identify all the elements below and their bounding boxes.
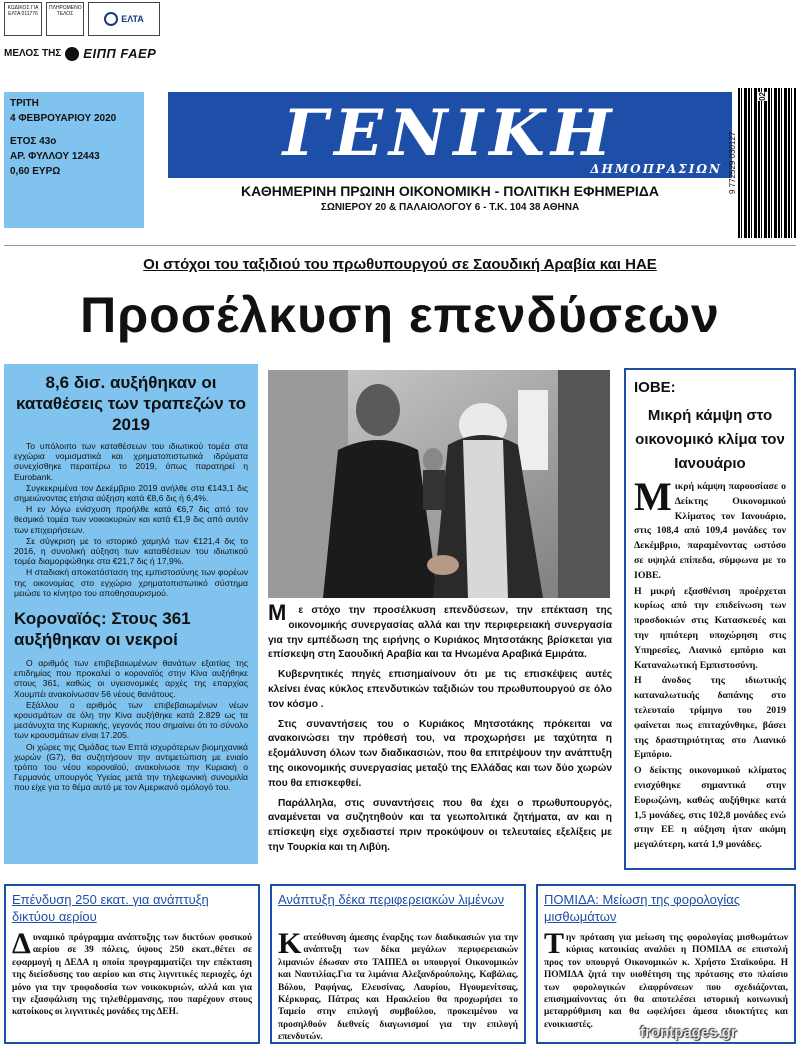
membership-line <box>4 46 156 61</box>
coronavirus-paragraph: Εξάλλου ο αριθμός των επιβεβαιωμένων νέων κρουσμάτων σε όλη την Κίνα αυξήθηκε κατά 2.829 ως τα μεσάνυχτα της Κυριακής, γεγονός που σημαίνει ότι το σύνολο των κρουσμάτων είναι 17.205. <box>14 699 248 741</box>
divider <box>4 245 796 246</box>
lead-paragraph: Παράλληλα, στις συναντήσεις που θα έχει ο πρωθυπουργός, αναμένεται να συζητηθούν και τα γεωπολιτικά ζητήματα, αν και η επίσκεψη είχε σχεδιαστεί πριν προκύψουν οι τελευταίες εξελίξεις με την Τουρκία και τη Λιβύη. <box>268 797 612 853</box>
bottom-story-dropcap: Δ <box>12 927 31 960</box>
postal-stamps <box>4 2 160 38</box>
elta-stamp <box>88 2 160 36</box>
lead-photo <box>268 370 610 598</box>
newspaper-subtitle: ΔΗΜΟΠΡΑΣΙΩΝ <box>590 162 722 176</box>
deposits-paragraph: Το υπόλοιπο των καταθέσεων του ιδιωτικού τομέα στα εγχώρια νομισματικά και χρηματοπιστωτικά ιδρύματα συνεχίσθηκε περαιτέρω το 2019, όπως παρατηρεί η Eurobank. <box>14 441 248 482</box>
iobe-paragraph: Ο δείκτης οικονομικού κλίματος ενισχύθηκε σημαντικά στην Ευρωζώνη, καθώς αυξήθηκε κατά 1,5 μονάδες, στις 102,8 μονάδες ενώ στην ΕΕ η αύξηση ήταν ακόμη μεγαλύτερη, κατά 1,9 μονάδες. <box>634 765 786 851</box>
deposits-paragraph: Η σταδιακή αποκατάσταση της εμπιστοσύνης των φορέων της οικονομίας στο εγχώριο χρηματοπιστωτικό σύστημα μειώσε το κίνητρο του αποθησαυρισμού. <box>14 567 248 598</box>
lead-paragraph: ε στόχο την προσέλκυση επενδύσεων, την επέκταση της οικονομικής συνεργασίας αλλά και την περιφερειακή συνεργασία για την εμπέδωση της ειρήνης ο Κυριάκος Μητσοτάκης βρίσκεται για επίσκεψη στη Σαουδική Αραβία και τα Ηνωμένα Αραβικά Εμιράτα. <box>268 605 612 661</box>
newspaper-tagline: ΚΑΘΗΜΕΡΙΝΗ ΠΡΩΙΝΗ ΟΙΚΟΝΟΜΙΚΗ - ΠΟΛΙΤΙΚΗ ΕΦΗΜΕΡΙΔΑ <box>241 183 659 199</box>
right-column <box>624 368 796 870</box>
elta-label: ΕΛΤΑ <box>121 14 144 24</box>
lead-kicker: Οι στόχοι του ταξιδιού του πρωθυπουργού σε Σαουδική Αραβία και ΗΑΕ <box>143 256 657 273</box>
lead-paragraph: Στις συναντήσεις του ο Κυριάκος Μητσοτάκης πρόκειται να ανακοινώσει την πρόθεσή του, να προχωρήσει με ταχύτητα η εξομάλυνση όλων των διαδικασιών, που θα επιτρέψουν την ανάπτυξη της οικονομικής συνεργασίας μεταξύ της Ελλάδας και των δύο χωρών που θα επισκεφθεί. <box>268 718 612 789</box>
member-label: ΜΕΛΟΣ ΤΗΣ <box>4 48 62 59</box>
bottom-story-gas-network <box>4 884 260 1044</box>
barcode-number: 9 772529 030127 <box>728 131 737 195</box>
lead-article <box>268 600 612 861</box>
issue-date: 4 ΦΕΒΡΟΥΑΡΙΟΥ 2020 <box>10 113 117 124</box>
deposits-story-title: 8,6 δισ. αυξήθηκαν οι καταθέσεις των τραπεζών το 2019 <box>16 373 246 434</box>
barcode <box>738 88 796 238</box>
bottom-story-ports <box>270 884 526 1044</box>
issue-day: ΤΡΙΤΗ <box>10 98 39 109</box>
coronavirus-paragraph: Ο αριθμός των επιβεβαιωμένων θανάτων εξαιτίας της επιδημίας που προκαλεί ο κοροναϊός στην Κίνα αυξήθηκε στους 361, καθώς οι υγειονομικές αρχές της επαρχίας Χουμπέι ανακοίνωσαν 56 νέους θανάτους. <box>14 658 248 699</box>
lead-dropcap: Μ <box>268 600 287 625</box>
faep-logo-icon <box>65 47 79 61</box>
newspaper-address: ΣΩΝΙΕΡΟΥ 20 & ΠΑΛΑΙΟΛΟΓΟΥ 6 - Τ.Κ. 104 38 ΑΘΗΝΑ <box>320 202 580 213</box>
iobe-dropcap: Μ <box>634 474 672 519</box>
deposits-paragraph: Η εν λόγω ενίσχυση προήλθε κατά €6,7 δις από τον θεσμικό τομέα των νοικοκυριών και κατά €1,9 δις από αυτόν των επιχειρήσεων. <box>14 504 248 535</box>
bottom-story-title: ΠΟΜΙΔΑ: Μείωση της φορολογίας μισθωμάτων <box>544 892 741 924</box>
bottom-story-title: Ανάπτυξη δέκα περιφερειακών λιμένων <box>278 892 505 907</box>
iobe-paragraph: Η άνοδος της ιδιωτικής καταναλωτικής δαπάνης στο τελευταίο τρίμηνο του 2019 φαίνεται πως επιταχύνθηκε, βάσει της δραστηριότητας στο Λιανικό Εμπόριο. <box>634 675 786 761</box>
bottom-story-dropcap: Τ <box>544 927 565 960</box>
iobe-body <box>634 474 786 853</box>
left-column <box>4 364 258 864</box>
lead-headline: Προσέλκυση επενδύσεων <box>80 287 720 343</box>
newspaper-title: ΓΕΝΙΚΗ <box>282 96 618 171</box>
paid-fee-stamp: ΠΛΗΡΩΜΕΝΟ ΤΕΛΟΣ <box>46 2 84 36</box>
issue-info-box <box>4 92 144 228</box>
bottom-story-pomida <box>536 884 796 1044</box>
bottom-story-text: ατεύθυνση άμεσης έναρξης των διαδικασιών για την ανάπτυξη των δέκα μεγάλων περιφερειακών λιμανιών έδωσαν στο ΤΑΙΠΕΔ οι υπουργοί Οικονομικών και Ναυτιλίας.Για τα λιμάνια Αλεξανδρούπολης, Καβάλας, Βόλου, Ραφήνας, Ελευσίνας, Λαυρίου, Ηγουμενίτσας, Κέρκυρας, Πάτρας και Ηρακλείου θα προχωρήσει το Ταμείο στην επιλογή συμβούλου, προκειμένου να προσηλθούν διεθνείς διαγωνισμοί για την επιλογή επενδυτών. <box>278 933 518 1043</box>
bottom-story-dropcap: Κ <box>278 927 302 960</box>
deposits-paragraph: Σε σύγκριση με το ιστορικό χαμηλό των €121,4 δις το 2016, η συνολική αύξηση των καταθέσεων του ιδιωτικού τομέα διαμορφώθηκε στα €21,7 δις ή 17,9%. <box>14 535 248 567</box>
issue-price: 0,60 ΕΥΡΩ <box>10 166 61 177</box>
masthead <box>168 92 732 178</box>
elta-logo-icon <box>104 12 118 26</box>
postal-code-stamp: ΚΩΔΙΚΟΣ ΓΙΑ ΕΛΤΑ 011776 <box>4 2 42 36</box>
handshake-photo-illustration <box>268 370 610 598</box>
member-org: EIΠΠ FAEP <box>83 46 157 61</box>
bottom-story-title: Επένδυση 250 εκατ. για ανάπτυξη δικτύου αερίου <box>12 892 209 924</box>
iobe-paragraph: ικρή κάμψη παρουσίασε ο Δείκτης Οικονομικού Κλίματος τον Ιανουάριο, στις 108,4 από 109,4 μονάδες τον Δεκέμβριο, παραμένοντας ωστόσο σε υψηλά επίπεδα, σύμφωνα με το ΙΟΒΕ. <box>634 481 786 581</box>
deposits-paragraph: Συγκεκριμένα τον Δεκέμβριο 2019 ανήλθε στα €143,1 δις σημειώνοντας ετήσια αύξηση κατά €8,6 δις ή 6,4%. <box>14 482 248 504</box>
issue-number: ΑΡ. ΦΥΛΛΟΥ 12443 <box>10 151 100 162</box>
barcode-issue-code: 02 <box>758 92 767 101</box>
watermark: frontpages.gr <box>640 1024 737 1041</box>
coronavirus-story-title: Κοροναϊός: Στους 361 αυξήθηκαν οι νεκροί <box>14 609 191 650</box>
lead-paragraph: Κυβερνητικές πηγές επισημαίνουν ότι με τις επισκέψεις αυτές κλείνει ένας κύκλος επενδυτικών ταξιδιών του πρωθυπουργού σε όλο τον κόσμο . <box>268 669 612 710</box>
iobe-title-label: ΙΟΒΕ: <box>634 379 676 396</box>
iobe-paragraph: Η μικρή εξασθένιση προέρχεται κυρίως από την επιδείνωση των προσδοκιών στις Κατασκευές και την ηπιότερη υποχώρηση στις Υπηρεσίες, Λιανικό εμπόριο και Καταναλωτική Εμπιστοσύνη. <box>634 585 786 671</box>
issue-year: ΕΤΟΣ 43ο <box>10 136 57 147</box>
bottom-story-text: υναμικό πρόγραμμα ανάπτυξης των δικτύων φυσικού αερίου σε 39 πόλεις, ύψους 250 εκατ.,θέτει σε εφαρμογή η ΔΕΔΑ η οποία προγραμματίζει την επέκταση της διείσδυσης του αερίου και στις λιγνιτικές περιοχές, όχι μόνο για την τροφοδοσία των νοικοκυριών, αλλά και για την εξασφάλιση της τηλεθέρμανσης, που παρέχουν στους κατοίκους οι λιγνιτικές μονάδες της ΔΕΗ. <box>12 933 252 1018</box>
coronavirus-paragraph: Οι χώρες της Ομάδας των Επτά ισχυρότερων βιομηχανικά χωρών (G7), θα συζητήσουν την αντιμετώπιση με ενιαίο τρόπο του νέου κοροναϊού, ανακοίνωσε την Κυριακή ο Γερμανός υπουργός Υγείας μετά την τηλεφωνική συνομιλία που είχε για το θέμα αυτό με τον Αμερικανό ομόλογό του. <box>14 741 248 793</box>
bottom-story-text: ην πρόταση για μείωση της φορολογίας μισθωμάτων κύριας κατοικίας αναλύει η ΠΟΜΙΔΑ σε επιστολή προς τον υπουργό Οικονομικών κ. Χρήστο Σταϊκούρα. Η ΠΟΜΙΔΑ ζητά την υιοθέτηση της πρότασης στο πλαίσιο των φορολογικών ελαφρύνσεων που σχεδιάζονται, επισημαίνοντας ότι θα αποτελέσει ιστορική κοινωνική μεταρρύθμιση και θα ωφελήσει άμεσα ιδιοκτήτες και ενοικιαστές. <box>544 933 788 1030</box>
iobe-title: Μικρή κάμψη στο οικονομικό κλίμα τον Ιανουάριο <box>635 407 785 472</box>
